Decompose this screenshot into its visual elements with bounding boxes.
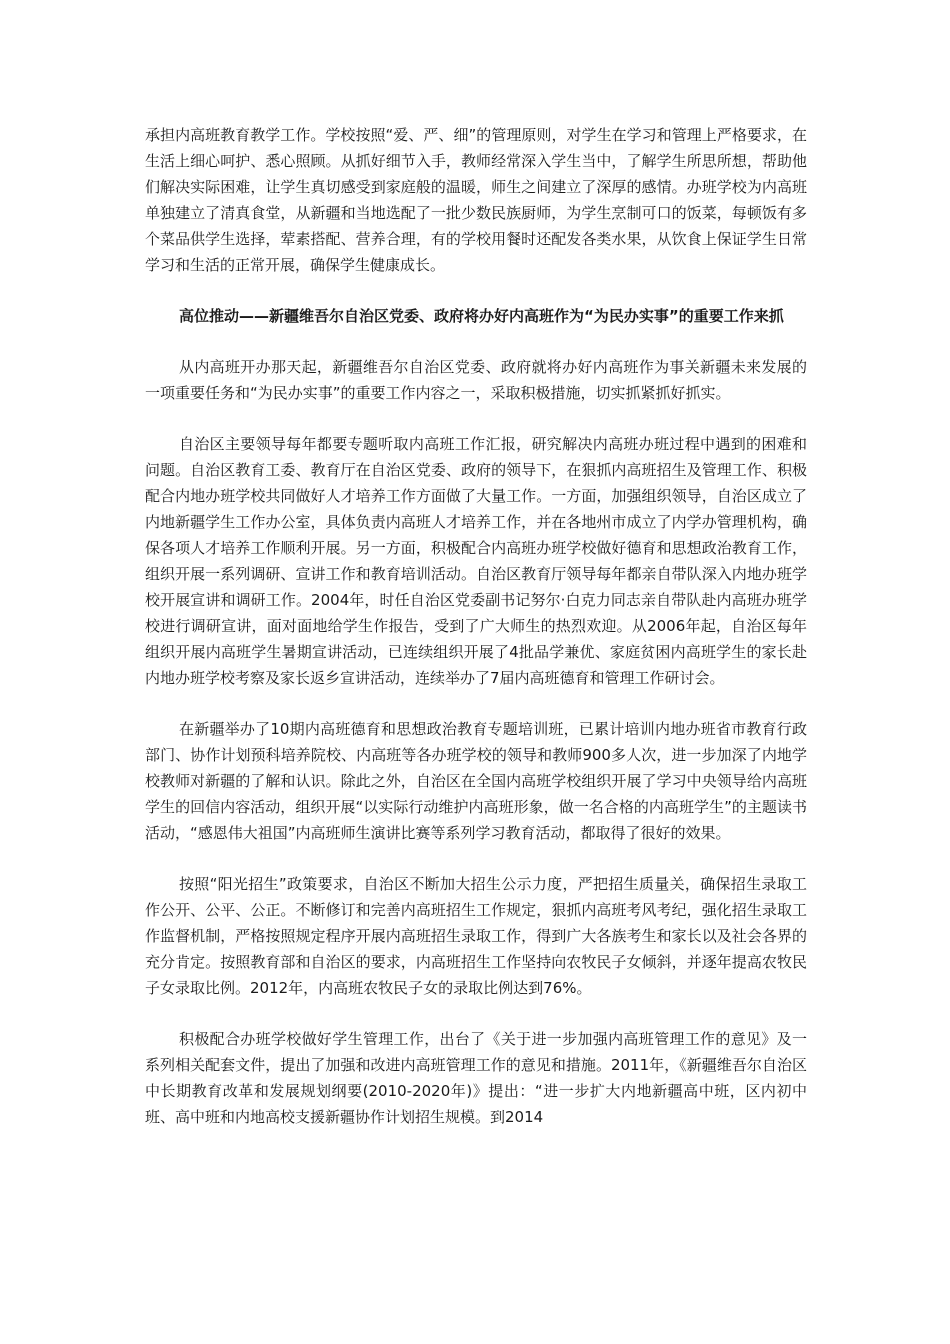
document-body	[145, 122, 807, 1155]
paragraph: 积极配合办班学校做好学生管理工作，出台了《关于进一步加强内高班管理工作的意见》及一系列相关配套文件，提出了加强和改进内高班管理工作的意见和措施。2011年，《新疆维吾尔自治区中长期教育改革和发展规划纲要(2010-2020年)》提出：“进一步扩大内地新疆高中班，区内初中班、高中班和内地高校支援新疆协作计划招生规模。到2014	[145, 1030, 807, 1126]
paragraph-continuation: 承担内高班教育教学工作。学校按照“爱、严、细”的管理原则，对学生在学习和管理上严格要求，在生活上细心呵护、悉心照顾。从抓好细节入手，教师经常深入学生当中，了解学生所思所想，帮助他们解决实际困难，让学生真切感受到家庭般的温暖，师生之间建立了深厚的感情。办班学校为内高班单独建立了清真食堂，从新疆和当地选配了一批少数民族厨师，为学生烹制可口的饭菜，每顿饭有多个菜品供学生选择，荤素搭配、营养合理，有的学校用餐时还配发各类水果，从饮食上保证学生日常学习和生活的正常开展，确保学生健康成长。	[145, 126, 807, 274]
paragraph: 在新疆举办了10期内高班德育和思想政治教育专题培训班，已累计培训内地办班省市教育行政部门、协作计划预科培养院校、内高班等各办班学校的领导和教师900多人次，进一步加深了内地学校教师对新疆的了解和认识。除此之外，自治区在全国内高班学校组织开展了学习中央领导给内高班学生的回信内容活动，组织开展“以实际行动维护内高班形象，做一名合格的内高班学生”的主题读书活动，“感恩伟大祖国”内高班师生演讲比赛等系列学习教育活动，都取得了很好的效果。	[145, 720, 807, 842]
paragraph: 从内高班开办那天起，新疆维吾尔自治区党委、政府就将办好内高班作为事关新疆未来发展的一项重要任务和“为民办实事”的重要工作内容之一，采取积极措施，切实抓紧抓好抓实。	[145, 358, 807, 402]
section-heading: 高位推动——新疆维吾尔自治区党委、政府将办好内高班作为“为民办实事”的重要工作来抓	[179, 307, 784, 325]
paragraph: 按照“阳光招生”政策要求，自治区不断加大招生公示力度，严把招生质量关，确保招生录取工作公开、公平、公正。不断修订和完善内高班招生工作规定，狠抓内高班考风考纪，强化招生录取工作监督机制，严格按照规定程序开展内高班招生录取工作，得到广大各族考生和家长以及社会各界的充分肯定。按照教育部和自治区的要求，内高班招生工作坚持向农牧民子女倾斜，并逐年提高农牧民子女录取比例。2012年，内高班农牧民子女的录取比例达到76%。	[145, 875, 807, 997]
paragraph: 自治区主要领导每年都要专题听取内高班工作汇报，研究解决内高班办班过程中遇到的困难和问题。自治区教育工委、教育厅在自治区党委、政府的领导下，在狠抓内高班招生及管理工作、积极配合内地办班学校共同做好人才培养工作方面做了大量工作。一方面，加强组织领导，自治区成立了内地新疆学生工作办公室，具体负责内高班人才培养工作，并在各地州市成立了内学办管理机构，确保各项人才培养工作顺利开展。另一方面，积极配合内高班办班学校做好德育和思想政治教育工作，组织开展一系列调研、宣讲工作和教育培训活动。自治区教育厅领导每年都亲自带队深入内地办班学校开展宣讲和调研工作。2004年，时任自治区党委副书记努尔·白克力同志亲自带队赴内高班办班学校进行调研宣讲，面对面地给学生作报告，受到了广大师生的热烈欢迎。从2006年起，自治区每年组织开展内高班学生暑期宣讲活动，已连续组织开展了4批品学兼优、家庭贫困内高班学生的家长赴内地办班学校考察及家长返乡宣讲活动，连续举办了7届内高班德育和管理工作研讨会。	[145, 435, 807, 687]
